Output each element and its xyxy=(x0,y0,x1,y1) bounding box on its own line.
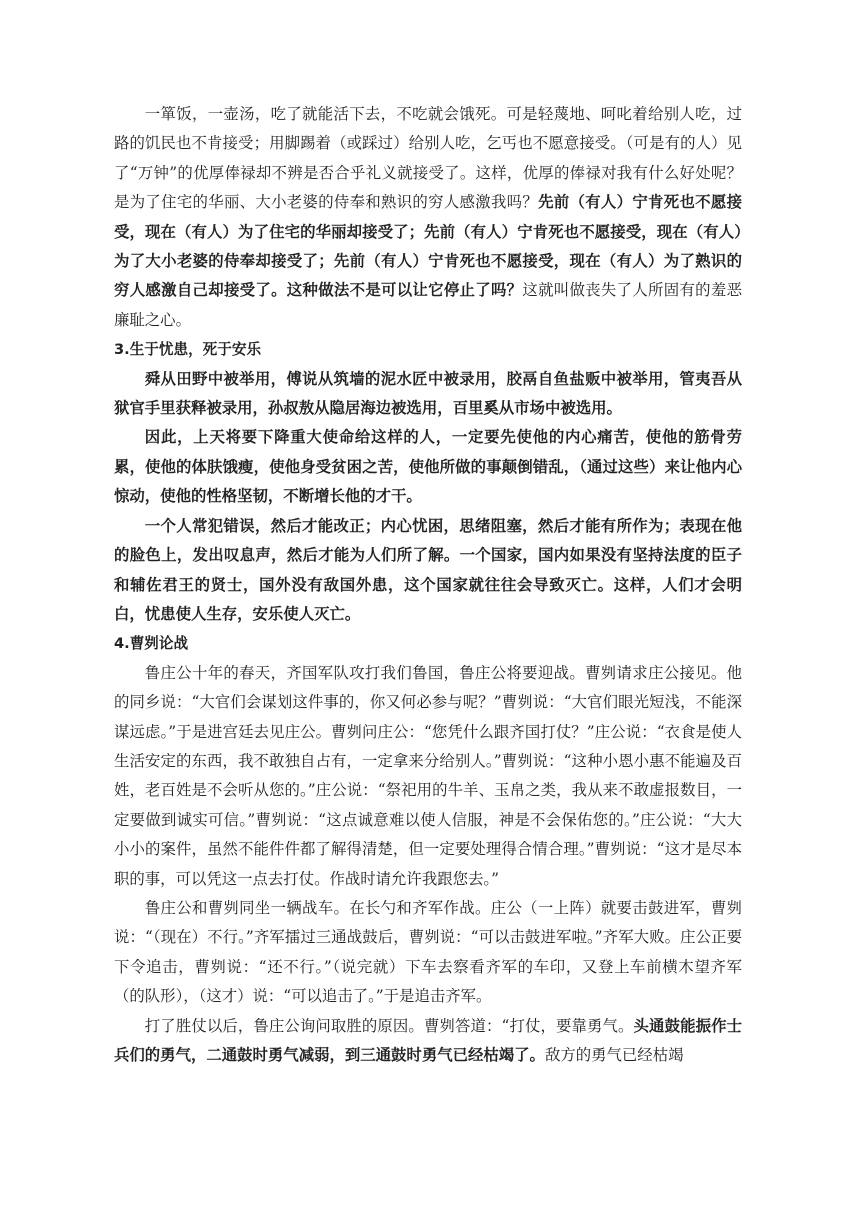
paragraph-translation-6: 鲁庄公和曹刿同坐一辆战车。在长勺和齐军作战。庄公（一上阵）就要击鼓进军，曹刿说：“（现在）不行。”齐军擂过三通战鼓后，曹刿说：“可以击鼓进军啦。”齐军大败。庄公正要下令追击，曹刿说：“还不行。”（说完就）下车去察看齐军的车印，又登上车前横木望齐军（的队形），（这才）说：“可以追击了。”于是追击齐军。 xyxy=(114,898,742,1006)
paragraph-translation-7 xyxy=(114,1012,742,1071)
bold-text-run: 先前（有人）宁肯死也不愿接受，现在（有人）为了住宅的华丽却接受了；先前（有人）宁肯死也不愿接受，现在（有人）为了大小老婆的侍奉却接受了；先前（有人）宁肯死也不愿接受，现在（有人）为了熟识的穷人感激自己却接受了。这种做法不是可以让它停止了吗？ xyxy=(114,193,742,300)
section-heading-4: 4.曹刿论战 xyxy=(114,635,189,653)
text-run: 敌方的勇气已经枯竭 xyxy=(544,1046,684,1064)
text-run: 一箪饭，一壶汤，吃了就能活下去，不吃就会饿死。可是轻蔑地、呵叱着给别人吃，过路的饥民也不肯接受；用脚踢着（或踩过）给别人吃，乞丐也不愿意接受。（可是有的人）见了“万钟”的优厚俸禄却不辨是否合乎礼义就接受了。这样，优厚的俸禄对我有什么好处呢？是为了住宅的华丽、大小老婆的侍奉和熟识的穷人感激我吗？ xyxy=(114,105,742,212)
text-run: 这就叫做丧失了人所固有的羞恶廉耻之心。 xyxy=(114,281,742,329)
paragraph-translation-3: 因此，上天将要下降重大使命给这样的人，一定要先使他的内心痛苦，使他的筋骨劳累，使他的体肤饿瘦，使他身受贫困之苦，使他所做的事颠倒错乱，（通过这些）来让他内心惊动，使他的性格坚韧，不断增长他的才干。 xyxy=(114,428,742,506)
bold-text-run: 头通鼓能振作士兵们的勇气，二通鼓时勇气减弱，到三通鼓时勇气已经枯竭了。 xyxy=(114,1016,742,1064)
paragraph-translation-1 xyxy=(114,100,742,335)
paragraph-translation-5: 鲁庄公十年的春天，齐国军队攻打我们鲁国，鲁庄公将要迎战。曹刿请求庄公接见。他的同乡说：“大官们会谋划这件事的，你又何必参与呢？”曹刿说：“大官们眼光短浅，不能深谋远虑。”于是进宫廷去见庄公。曹刿问庄公：“您凭什么跟齐国打仗？”庄公说：“衣食是使人生活安定的东西，我不敢独自占有，一定拿来分给别人。”曹刿说：“这种小恩小惠不能遍及百姓，老百姓是不会听从您的。”庄公说：“祭祀用的牛羊、玉帛之类，我从来不敢虚报数目，一定要做到诚实可信。”曹刿说：“这点诚意难以使人信服，神是不会保佑您的。”庄公说：“大大小小的案件，虽然不能件件都了解得清楚，但一定要处理得合情合理。”曹刿说：“这才是尽本职的事，可以凭这一点去打仗。作战时请允许我跟您去。” xyxy=(114,663,742,888)
text-run: 打了胜仗以后，鲁庄公询问取胜的原因。曹刿答道：“打仗，要靠勇气。 xyxy=(144,1016,634,1035)
document-page xyxy=(114,100,742,1070)
paragraph-translation-4: 一个人常犯错误，然后才能改正；内心忧困，思绪阻塞，然后才能有所作为；表现在他的脸色上，发出叹息声，然后才能为人们所了解。一个国家，国内如果没有坚持法度的臣子和辅佐君王的贤士，国外没有敌国外患，这个国家就往往会导致灭亡。这样，人们才会明白，忧患使人生存，安乐使人灭亡。 xyxy=(114,516,742,623)
section-heading-3: 3.生于忧患，死于安乐 xyxy=(114,341,262,359)
paragraph-translation-2: 舜从田野中被举用，傅说从筑墙的泥水匠中被录用，胶鬲自鱼盐贩中被举用，管夷吾从狱官手里获释被录用，孙叔敖从隐居海边被选用，百里奚从市场中被选用。 xyxy=(114,369,742,418)
